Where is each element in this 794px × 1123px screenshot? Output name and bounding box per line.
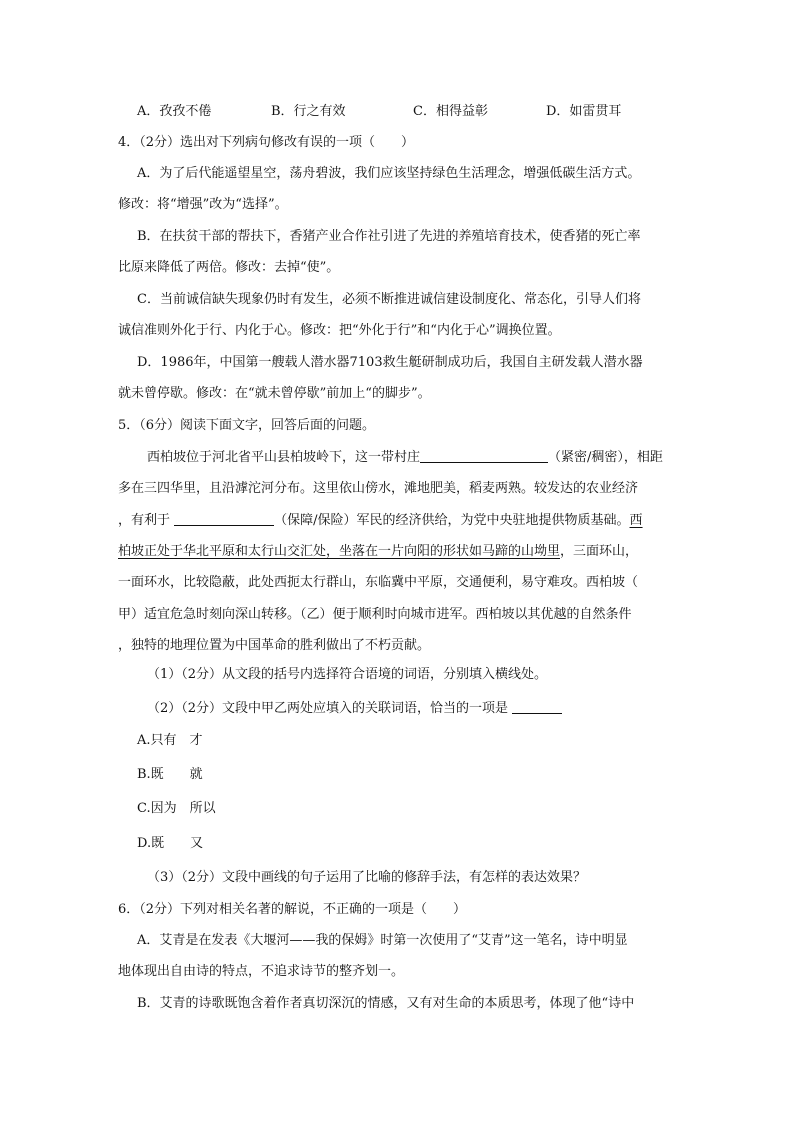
q3-option-b: B．行之有效 (271, 104, 346, 119)
q6-option-a-line1: A．艾青是在发表《大堰河——我的保姆》时第一次使用了“艾青”这一笔名，诗中明显 (137, 933, 628, 948)
q5-para-line4 (118, 543, 638, 561)
q5-para-line7: ，独特的地理位置为中国革命的胜利做出了不朽贡献。 (118, 638, 431, 653)
q4-option-c-line2: 诚信准则外化于行、内化于心。修改：把“外化于行”和“内化于心”调换位置。 (118, 323, 561, 338)
q5-para-line3 (118, 511, 643, 530)
q4-option-c-line1: C．当前诚信缺失现象仍时有发生，必须不断推进诚信建设制度化、常态化，引导人们将 (137, 292, 641, 307)
q5-option-a: A.只有 才 (137, 733, 203, 748)
q3-option-d: D．如雷贯耳 (546, 104, 622, 119)
q4-option-d-line2: 就未曾停歇。修改：在“就未曾停歇”前加上“的脚步”。 (118, 386, 431, 401)
q4-option-b-line1: B．在扶贫干部的帮扶下，香猪产业合作社引进了先进的养殖培育技术，使香猪的死亡率 (137, 229, 641, 244)
q4-stem: 4．（2分）选出对下列病句修改有误的一项（ ） (118, 135, 415, 150)
q5-para-line1-b: （紧密/稠密），相距 (548, 450, 663, 465)
q5-sub3: （3）（2分）文段中画线的句子运用了比喻的修辞手法，有怎样的表达效果？ (147, 870, 587, 885)
fill-blank-1[interactable] (420, 448, 548, 463)
q6-option-a-line2: 地体现出自由诗的特点，不追求诗节的整齐划一。 (118, 964, 405, 979)
q3-option-c: C．相得益彰 (413, 104, 488, 119)
fill-blank-2[interactable] (174, 511, 274, 526)
q5-option-d: D.既 又 (137, 836, 204, 851)
q6-stem: 6．（2分）下列对相关名著的解说，不正确的一项是（ ） (118, 902, 467, 917)
q6-option-b-line1: B．艾青的诗歌既饱含着作者真切深沉的情感，又有对生命的本质思考，体现了他“诗中 (137, 996, 635, 1011)
q5-para-line1-a: 西柏坡位于河北省平山县柏坡岭下，这一带村庄 (147, 450, 421, 465)
q5-para-line3-b: （保障/保险）军民的经济供给，为党中央驻地提供物质基础。 (274, 513, 630, 528)
q5-underlined-sentence-start: 西 (629, 513, 643, 528)
q5-option-c: C.因为 所以 (137, 801, 216, 816)
q5-para-line4-b: ，三面环山， (560, 544, 639, 559)
q5-para-line3-a: ，有利于 (118, 513, 175, 528)
q5-option-b: B.既 就 (137, 767, 203, 782)
q5-para-line1 (147, 448, 663, 467)
q5-sub2-text: （2）（2分）文段中甲乙两处应填入的关联词语，恰当的一项是 (147, 701, 513, 716)
q4-option-a-line2: 修改：将“增强”改为“选择”。 (118, 197, 288, 212)
q5-para-line2: 多在三四华里，且沿滹沱河分布。这里依山傍水，滩地肥美，稻麦两熟。较发达的农业经济 (118, 481, 639, 496)
q5-stem: 5．（6分）阅读下面文字，回答后面的问题。 (118, 418, 376, 433)
q5-sub1: （1）（2分）从文段的括号内选择符合语境的词语，分别填入横线处。 (147, 667, 548, 682)
q5-para-line5: 一面环水，比较隐蔽，此处西扼太行群山，东临冀中平原，交通便利，易守难攻。西柏坡（ (118, 575, 639, 590)
q5-para-line6: 甲）适宜危急时刻向深山转移。（乙）便于顺利时向城市进军。西柏坡以其优越的自然条件 (118, 607, 632, 622)
q4-option-b-line2: 比原来降低了两倍。修改：去掉“使”。 (118, 260, 340, 275)
q4-option-d-line1: D．1986年，中国第一艘载人潜水器7103救生艇研制成功后，我国自主研发载人潜水器 (137, 355, 643, 370)
q5-underlined-sentence: 柏坡正处于华北平原和太行山交汇处，坐落在一片向阳的形状如马蹄的山坳里 (118, 544, 561, 559)
q5-sub2 (147, 699, 562, 718)
fill-blank-3[interactable] (512, 699, 562, 714)
q3-option-a: A．孜孜不倦 (137, 104, 212, 119)
q4-option-a-line1: A．为了后代能遥望星空，荡舟碧波，我们应该坚持绿色生活理念，增强低碳生活方式。 (137, 166, 641, 181)
